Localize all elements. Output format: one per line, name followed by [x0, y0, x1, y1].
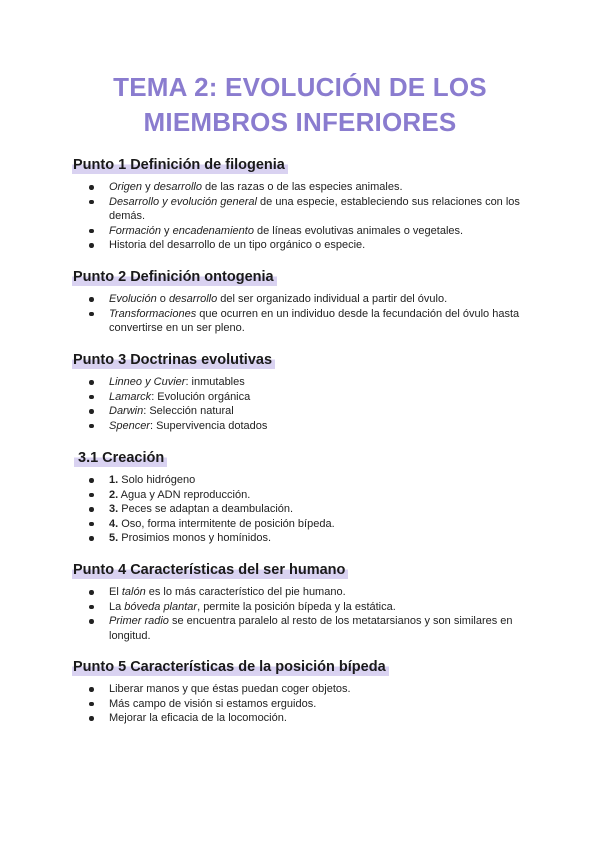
- list-item: [72, 195, 523, 224]
- list-item-text: Primer radio: [109, 615, 169, 628]
- list-item-text: y: [142, 181, 154, 193]
- list-item-text: Historia del desarrollo de un tipo orgánico o especie.: [109, 239, 366, 252]
- bullet-list: [72, 585, 532, 643]
- list-item: [72, 697, 523, 712]
- list-item: [72, 682, 523, 697]
- list-item: [72, 292, 523, 307]
- bullet-list: [72, 292, 532, 336]
- list-item-text: Liberar manos y que éstas puedan coger objetos.: [109, 683, 351, 695]
- list-item-text: Más campo de visión si estamos erguidos.: [109, 697, 317, 710]
- list-item: [72, 517, 523, 532]
- section-punto-1: [72, 156, 532, 253]
- list-item-text: Formación: [109, 224, 161, 237]
- section-heading: Punto 2 Definición ontogenia: [72, 268, 277, 287]
- list-item: [72, 419, 523, 434]
- section-punto-3: [72, 351, 532, 433]
- list-item: [72, 711, 523, 726]
- list-item-text: Origen: [109, 181, 143, 193]
- list-item-text: 3.: [109, 503, 119, 516]
- list-item-text: se encuentra paralelo al resto de los metatarsianos y son similares en longitud.: [109, 615, 513, 642]
- list-item: [72, 614, 523, 643]
- list-item-text: del ser organizado individual a partir del óvulo.: [217, 293, 448, 305]
- list-item-text: Prosimios monos y homínidos.: [118, 532, 272, 545]
- list-item-text: La: [109, 600, 125, 613]
- list-item-text: de líneas evolutivas animales o vegetales.: [253, 224, 464, 237]
- list-item-text: de las razas o de las especies animales.: [201, 181, 403, 193]
- list-item-text: 4.: [109, 517, 119, 530]
- list-item-text: encadenamiento: [172, 224, 254, 237]
- list-item-text: , permite la posición bípeda y la estática.: [197, 600, 396, 613]
- list-item-text: Solo hidrógeno: [118, 474, 196, 486]
- title-line-1: TEMA 2: EVOLUCIÓN DE LOS: [113, 72, 487, 102]
- list-item: [72, 404, 523, 419]
- list-item: [72, 502, 523, 517]
- bullet-list: [72, 473, 532, 546]
- list-item-text: El: [109, 586, 122, 598]
- list-item-text: de una especie, estableciendo sus relaciones con los demás.: [109, 195, 520, 223]
- list-item-text: 2.: [109, 488, 119, 501]
- list-item-text: Peces se adaptan a deambulación.: [118, 503, 294, 516]
- subsection-heading: 3.1 Creación: [74, 449, 167, 468]
- list-item-text: : Supervivencia dotados: [149, 419, 268, 432]
- list-item-text: Spencer: [109, 419, 150, 432]
- list-item: [72, 473, 523, 488]
- list-item-text: : inmutables: [185, 376, 245, 388]
- list-item-text: Evolución: [109, 293, 157, 305]
- list-item: [72, 488, 523, 503]
- section-heading: Punto 5 Características de la posición bípeda: [72, 658, 389, 677]
- list-item-text: talón: [121, 586, 146, 598]
- list-item: [72, 600, 523, 615]
- section-heading: Punto 1 Definición de filogenia: [72, 156, 288, 175]
- bullet-list: [72, 375, 532, 433]
- list-item-text: 5.: [109, 532, 119, 545]
- list-item-text: Darwin: [109, 405, 144, 418]
- section-heading: Punto 3 Doctrinas evolutivas: [72, 351, 275, 370]
- list-item-text: y: [160, 224, 173, 237]
- list-item-text: Linneo y Cuvier: [109, 376, 186, 388]
- list-item: [72, 238, 523, 253]
- section-punto-4: [72, 561, 532, 643]
- list-item-text: desarrollo: [153, 181, 202, 193]
- section-punto-5: [72, 658, 532, 726]
- list-item-text: Transformaciones: [109, 307, 197, 320]
- list-item: [72, 180, 523, 195]
- list-item: [72, 531, 523, 546]
- list-item-text: Desarrollo y evolución general: [109, 195, 257, 208]
- section-punto-2: [72, 268, 532, 336]
- list-item-text: que ocurren en un individuo desde la fecundación del óvulo hasta convertirse en un ser pleno.: [109, 307, 520, 335]
- list-item-text: Lamarck: [109, 390, 152, 403]
- list-item-text: Agua y ADN reproducción.: [118, 488, 251, 501]
- list-item: [72, 585, 523, 600]
- section-3-1-creacion: [72, 449, 532, 546]
- list-item: [72, 390, 523, 405]
- bullet-list: [72, 180, 532, 253]
- list-item-text: o: [156, 293, 169, 305]
- document-title: [0, 70, 600, 140]
- list-item: [72, 224, 523, 239]
- list-item-text: : Selección natural: [143, 405, 234, 418]
- list-item-text: 1.: [109, 474, 119, 486]
- bullet-list: [72, 682, 532, 726]
- list-item-text: Oso, forma intermitente de posición bípeda.: [118, 517, 335, 530]
- list-item: [72, 375, 523, 390]
- list-item-text: bóveda plantar: [124, 600, 198, 613]
- list-item-text: : Evolución orgánica: [151, 390, 251, 403]
- list-item: [72, 307, 523, 336]
- list-item-text: Mejorar la eficacia de la locomoción.: [109, 712, 287, 725]
- list-item-text: desarrollo: [168, 293, 218, 305]
- section-heading: Punto 4 Características del ser humano: [72, 561, 348, 580]
- title-line-2: MIEMBROS INFERIORES: [143, 107, 457, 137]
- list-item-text: es lo más característico del pie humano.: [145, 586, 346, 598]
